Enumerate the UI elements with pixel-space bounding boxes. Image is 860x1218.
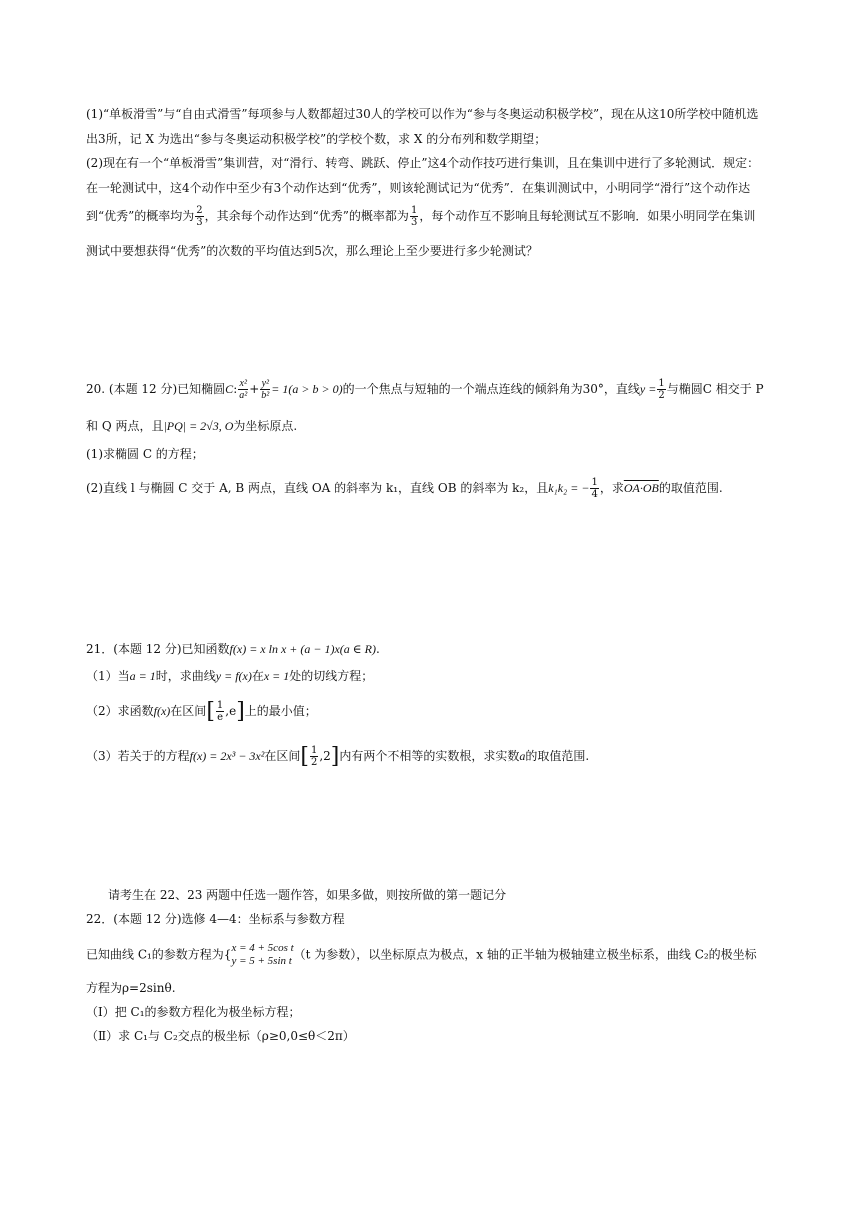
fraction-x2-a2: $\frac{\text{x²}}{\text{a²}}$ (239, 378, 248, 401)
q19-part2-cont: 在一轮测试中，这4个动作中至少有3个动作达到“优秀”，则该轮测试记为“优秀”．在集训测试中，小明同学“滑行”这个动作达 (86, 181, 751, 195)
fraction-one-third: $\frac{1}{3}$ (410, 205, 418, 228)
q20-heading: 20. (本题 12 分)已知椭圆C: $\frac{\text{x²}}{\text{a²}}$ + $\frac{\text{y²}}{\text{b²}}$ = 1(a > b > 0)的一个焦点与短轴的一个端点连线的倾斜角为30°，直线y = $\frac{1}{2}$ 与椭圆C 相交于 P (86, 378, 764, 401)
q21-part2: （2）求函数f(x)在区间[ $\frac{1}{e}$ ,e]上的最小值； (86, 698, 317, 724)
q21-part3: （3）若关于的方程f(x) = 2x³ − 3x²在区间[ $\frac{1}{2}$ ,2]内有两个不相等的实数根，求实数a的取值范围. (86, 743, 590, 769)
fraction-one-over-e: $\frac{1}{e}$ (216, 700, 224, 723)
q22-part2: （Ⅱ）求 C₁与 C₂交点的极坐标（ρ≥0,0≤θ＜2π） (86, 1029, 355, 1043)
q19-part2-prob: 到“优秀”的概率均为 $\frac{2}{3}$ ，其余每个动作达到“优秀”的概率都为 $\frac{1}{3}$ ，每个动作互不影响且每轮测试互不影响．如果小明同学在集训 (86, 205, 756, 228)
q19-part2: (2)现在有一个“单板滑雪”集训营，对“滑行、转弯、跳跃、停止”这4个动作技巧进行集训，且在集训中进行了多轮测试．规定： (86, 156, 760, 170)
q19-part2-end: 测试中要想获得“优秀”的次数的平均值达到5次，那么理论上至少要进行多少轮测试？ (86, 244, 538, 258)
q21-heading: 21．(本题 12 分)已知函数f(x) = x ln x + (a − 1)x(a ∈ R). (86, 642, 380, 656)
q19-part1: (1)“单板滑雪”与“自由式滑雪”每项参与人数都超过30人的学校可以作为“参与冬奥运动积极学校”，现在从这10所学校中随机选 (86, 107, 759, 121)
q19-part1-cont: 出3所，记 X 为选出“参与冬奥运动积极学校”的学校个数，求 X 的分布列和数学期望； (86, 132, 547, 146)
parametric-system: x = 4 + 5cos t y = 5 + 5sin t (231, 942, 294, 967)
q20-line2: 和 Q 两点，且|PQ| = 2√3, O为坐标原点. (86, 419, 298, 433)
q22-line2: 方程为ρ=2sinθ. (86, 981, 176, 995)
q20-part1: (1)求椭圆 C 的方程； (86, 447, 204, 461)
q22-heading: 22．(本题 12 分)选修 4—4：坐标系与参数方程 (86, 912, 345, 926)
q22-part1: （Ⅰ）把 C₁的参数方程化为极坐标方程； (86, 1005, 301, 1019)
q22-instruction: 请考生在 22、23 两题中任选一题作答，如果多做，则按所做的第一题记分 (108, 888, 507, 902)
fraction-y2-b2: $\frac{\text{y²}}{\text{b²}}$ (261, 378, 270, 401)
fraction-one-half-interval: $\frac{1}{2}$ (310, 745, 318, 768)
fraction-one-half: $\frac{1}{2}$ (658, 378, 665, 401)
fraction-two-thirds: $\frac{2}{3}$ (196, 205, 203, 228)
q21-part1: （1）当a = 1时，求曲线y = f(x)在x = 1处的切线方程； (86, 669, 374, 683)
q20-part2: (2)直线 l 与椭圆 C 交于 A, B 两点，直线 OA 的斜率为 k₁，直线 OB 的斜率为 k₂，且k₁k₂ = − $\frac{1}{4}$ ，求OA·OB的取值范围. (86, 477, 723, 500)
q22-line1: 已知曲线 C₁的参数方程为{ x = 4 + 5cos t y = 5 + 5sin t （t 为参数），以坐标原点为极点，x 轴的正半轴为极轴建立极坐标系，曲线 C₂的极坐标 (86, 942, 757, 967)
fraction-one-quarter: $\frac{1}{4}$ (591, 477, 598, 500)
